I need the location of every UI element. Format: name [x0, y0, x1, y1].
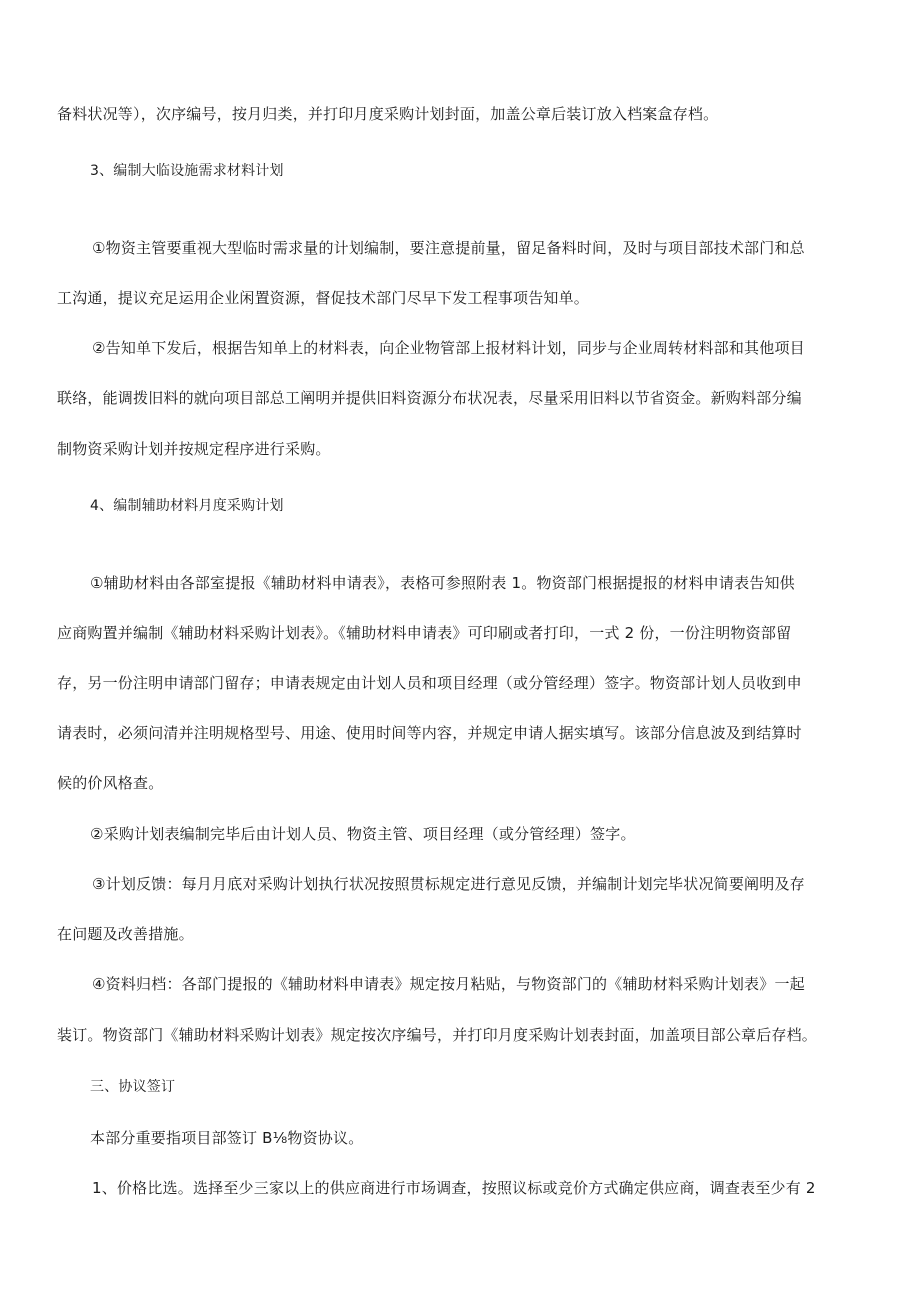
body-line: ③计划反馈：每月月底对采购计划执行状况按照贯标规定进行意见反馈，并编制计划完毕状况简要阐明及存 — [92, 875, 805, 893]
body-line: 备料状况等），次序编号，按月归类，并打印月度采购计划封面，加盖公章后装订放入档案盒存档。 — [57, 105, 719, 123]
section-heading: 4、编制辅助材料月度采购计划 — [90, 498, 284, 514]
body-line: 请表时，必须问清并注明规格型号、用途、使用时间等内容，并规定申请人据实填写。该部分信息波及到结算时 — [57, 724, 802, 742]
body-line: 存，另一份注明申请部门留存；申请表规定由计划人员和项目经理（或分管经理）签字。物资部计划人员收到申 — [57, 674, 802, 692]
body-line: ①物资主管要重视大型临时需求量的计划编制，要注意提前量，留足备料时间，及时与项目部技术部门和总 — [92, 239, 805, 257]
body-line: ②采购计划表编制完毕后由计划人员、物资主管、项目经理（或分管经理）签字。 — [90, 825, 636, 843]
body-line: 工沟通，提议充足运用企业闲置资源，督促技术部门尽早下发工程事项告知单。 — [57, 289, 590, 307]
body-line: ①辅助材料由各部室提报《辅助材料申请表》，表格可参照附表 1。物资部门根据提报的材料申请表告知供 — [90, 574, 795, 592]
body-line: ②告知单下发后，根据告知单上的材料表，向企业物管部上报材料计划，同步与企业周转材料部和其他项目 — [92, 339, 805, 357]
body-line: 在问题及改善措施。 — [57, 925, 194, 943]
body-line: 应商购置并编制《辅助材料采购计划表》。《辅助材料申请表》可印刷或者打印，一式 2 份，一份注明物资部留 — [57, 624, 792, 642]
body-line: 候的价风格查。 — [57, 774, 164, 792]
body-line: 联络，能调拨旧料的就向项目部总工阐明并提供旧料资源分布状况表，尽量采用旧料以节省资金。新购料部分编 — [57, 389, 802, 407]
body-line: 制物资采购计划并按规定程序进行采购。 — [57, 440, 331, 458]
body-line: 装订。物资部门《辅助材料采购计划表》规定按次序编号，并打印月度采购计划表封面，加盖项目部公章后存档。 — [57, 1026, 818, 1044]
body-line: 1、价格比选。选择至少三家以上的供应商进行市场调查，按照议标或竞价方式确定供应商，调查表至少有 2 — [92, 1179, 816, 1197]
section-heading: 三、协议签订 — [90, 1079, 176, 1095]
body-line: ④资料归档：各部门提报的《辅助材料申请表》规定按月粘贴，与物资部门的《辅助材料采购计划表》一起 — [92, 975, 805, 993]
section-heading: 3、编制大临设施需求材料计划 — [90, 163, 284, 179]
body-line: 本部分重要指项目部签订 B⅛物资协议。 — [90, 1129, 364, 1147]
